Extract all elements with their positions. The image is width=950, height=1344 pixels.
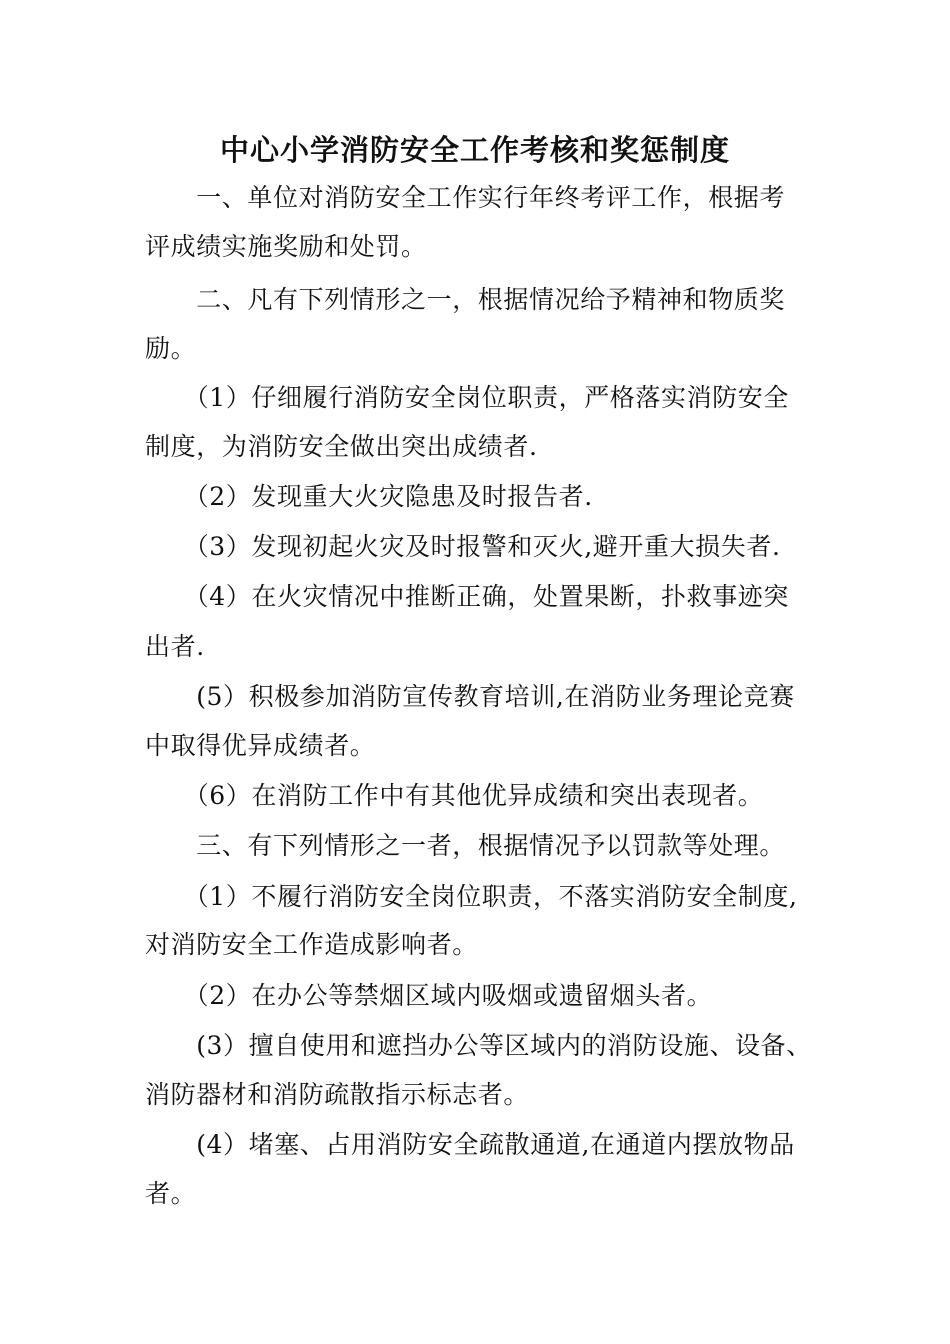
paragraph-line: （2）发现重大火灾隐患及时报告者. xyxy=(145,482,593,511)
paragraph-line: 评成绩实施奖励和处罚。 xyxy=(145,232,427,261)
paragraph-line: 二、凡有下列情形之一，根据情况给予精神和物质奖 xyxy=(145,285,786,314)
paragraph-line: （1）不履行消防安全岗位职责，不落实消防安全制度, xyxy=(145,882,798,911)
paragraph-line: (4）堵塞、占用消防安全疏散通道,在通道内摆放物品 xyxy=(145,1130,795,1159)
paragraph-line: （4）在火灾情况中推断正确，处置果断，扑救事迹突 xyxy=(145,582,790,611)
paragraph-line: 对消防安全工作造成影响者。 xyxy=(145,930,478,959)
paragraph-line: 者。 xyxy=(145,1179,197,1208)
paragraph-line: （6）在消防工作中有其他优异成绩和突出表现者。 xyxy=(145,781,764,810)
paragraph-line: (5）积极参加消防宣传教育培训,在消防业务理论竞赛 xyxy=(145,682,795,711)
paragraph-line: 出者. xyxy=(145,632,205,661)
paragraph-line: 消防器材和消防疏散指示标志者。 xyxy=(145,1080,530,1109)
paragraph-line: 一、单位对消防安全工作实行年终考评工作，根据考 xyxy=(145,183,786,212)
paragraph-line: 三、有下列情形之一者，根据情况予以罚款等处理。 xyxy=(145,831,786,860)
paragraph-line: （3）发现初起火灾及时报警和灭火,避开重大损失者. xyxy=(145,532,781,561)
paragraph-line: 励。 xyxy=(145,334,197,363)
document-title: 中心小学消防安全工作考核和奖惩制度 xyxy=(219,133,730,167)
paragraph-line: (3）擅自使用和遮挡办公等区域内的消防设施、设备、 xyxy=(145,1031,812,1060)
paragraph-line: 中取得优异成绩者。 xyxy=(145,731,376,760)
paragraph-line: 制度，为消防安全做出突出成绩者. xyxy=(145,432,538,461)
paragraph-line: （1）仔细履行消防安全岗位职责，严格落实消防安全 xyxy=(145,383,790,412)
paragraph-line: （2）在办公等禁烟区域内吸烟或遗留烟头者。 xyxy=(145,981,713,1010)
